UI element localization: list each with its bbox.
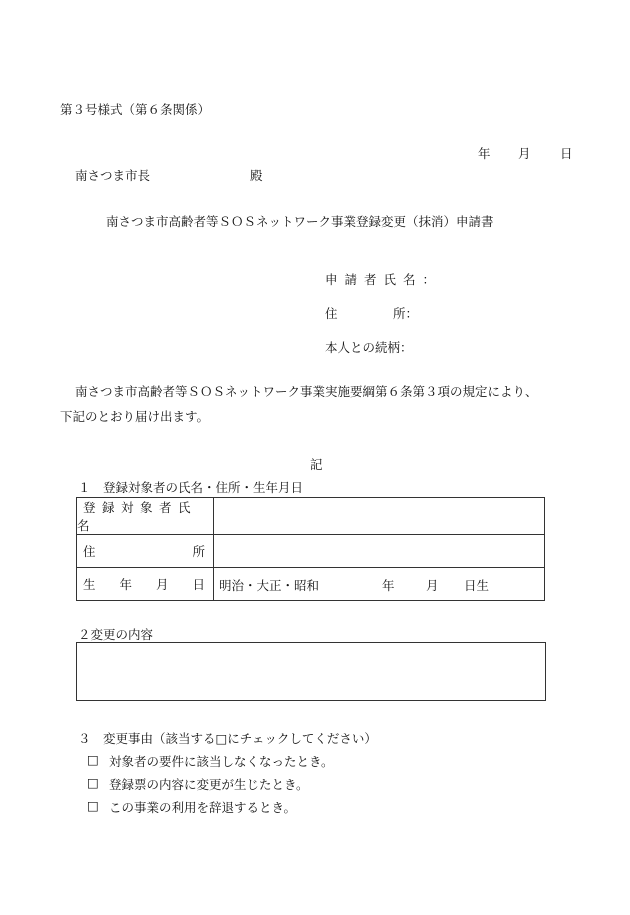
birth-month-label: 月 [426, 578, 439, 593]
form-number: 第３号様式（第６条関係） [60, 102, 211, 117]
birth-label-d: 日 [192, 577, 205, 592]
applicant-name-label: 申請者氏名： [325, 272, 443, 287]
applicant-address-label-a: 住 [325, 306, 338, 321]
birth-year-label: 年 [382, 578, 395, 593]
ki-heading: 記 [310, 457, 323, 472]
addressee-honorific: 殿 [250, 168, 263, 183]
section1-heading: １ 登録対象者の氏名・住所・生年月日 [78, 480, 304, 495]
reason-option-label: 対象者の要件に該当しなくなったとき。 [109, 754, 334, 769]
birth-label-c: 月 [155, 577, 169, 592]
registrant-address-label-b: 所 [192, 544, 205, 559]
reason-option-label: この事業の利用を辞退するとき。 [109, 800, 297, 815]
registrant-table [76, 497, 545, 601]
body-text-line-1: 南さつま市高齢者等ＳＯＳネットワーク事業実施要綱第６条第３項の規定により、 [75, 384, 538, 399]
addressee-name: 南さつま市長 [75, 168, 151, 183]
section2-heading: ２変更の内容 [78, 627, 154, 642]
birth-eras: 明治・大正・昭和 [219, 578, 320, 593]
registrant-name-cell[interactable] [214, 498, 545, 535]
reason-option-label: 登録票の内容に変更が生じたとき。 [109, 777, 309, 792]
registrant-address-cell[interactable] [214, 535, 545, 568]
table-row [77, 568, 545, 601]
table-row [77, 535, 545, 568]
table-row [77, 498, 545, 535]
registrant-birth-label-cell [77, 568, 214, 601]
checkbox-icon[interactable]: □ [87, 798, 99, 813]
birth-label-b: 年 [119, 577, 132, 592]
registrant-name-label-cell [77, 498, 214, 535]
date-month-label: 月 [518, 146, 531, 161]
body-text-line-2: 下記のとおり届け出ます。 [60, 409, 210, 424]
registrant-birth-cell[interactable] [214, 568, 545, 601]
birth-day-label: 日生 [464, 578, 490, 593]
registrant-address-label-cell [77, 535, 214, 568]
applicant-relation-label: 本人との続柄： [325, 340, 413, 355]
birth-label-a: 生 [83, 577, 96, 592]
checkbox-icon[interactable]: □ [87, 775, 99, 790]
applicant-address-label-b: 所： [393, 306, 419, 321]
registrant-address-label-a: 住 [83, 544, 96, 559]
registrant-name-label: 登録対象者氏名 [77, 500, 198, 533]
checkbox-icon[interactable]: □ [87, 752, 99, 767]
date-day-label: 日 [560, 146, 573, 161]
date-year-label: 年 [478, 146, 491, 161]
change-content-box[interactable] [76, 642, 546, 701]
document-title: 南さつま市高齢者等ＳＯＳネットワーク事業登録変更（抹消）申請書 [106, 214, 494, 229]
section3-heading: ３ 変更事由（該当する□にチェックしてください） [78, 731, 377, 746]
